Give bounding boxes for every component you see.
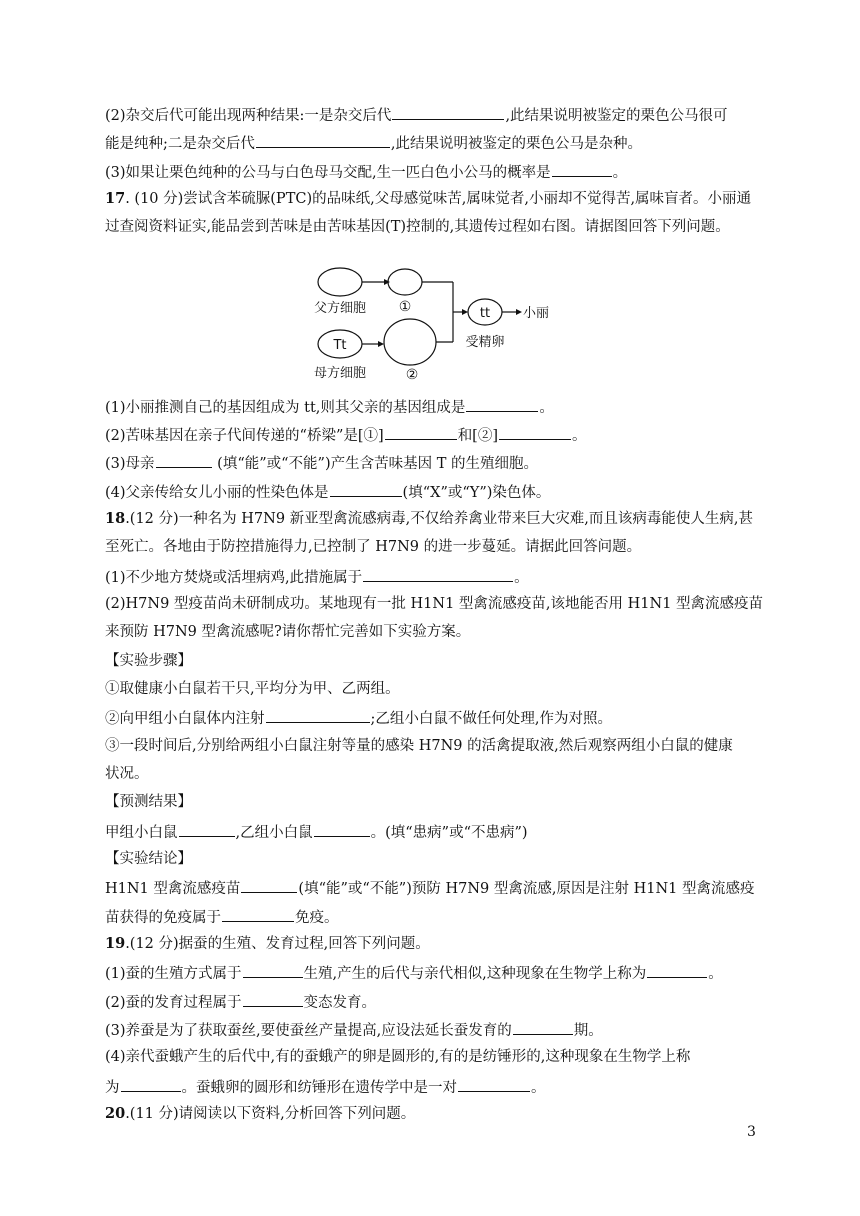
answer-blank[interactable]	[243, 991, 303, 1007]
mother-genotype: Tt	[333, 338, 347, 353]
q17-sub3: (3)母亲 (填“能”或“不能”)产生含苦味基因 T 的生殖细胞。	[105, 452, 765, 472]
answer-blank[interactable]	[222, 906, 294, 922]
answer-blank[interactable]	[363, 566, 513, 582]
arrowhead	[378, 341, 384, 347]
question-number: 20	[105, 1105, 126, 1122]
q18-step1: ①取健康小白鼠若干只,平均分为甲、乙两组。	[105, 681, 400, 697]
q18-step3-line1: ③一段时间后,分别给两组小白鼠注射等量的感染 H7N9 的活禽提取液,然后观察两组小白鼠的健康	[105, 738, 733, 754]
inheritance-diagram	[310, 262, 560, 386]
q18-step2: ②向甲组小白鼠体内注射 ;乙组小白鼠不做任何处理,作为对照。	[105, 707, 765, 727]
q17-sub4: (4)父亲传给女儿小丽的性染色体是 (填“X”或“Y”)染色体。	[105, 481, 765, 501]
section-heading-conclusion: 【实验结论】	[105, 851, 192, 867]
q16-part2-line2: 能是纯种;二是杂交后代 ,此结果说明被鉴定的栗色公马是杂种。	[105, 132, 765, 152]
q19-sub1: (1)蚕的生殖方式属于 生殖,产生的后代与亲代相似,这种现象在生物学上称为 。	[105, 962, 765, 982]
answer-blank[interactable]	[499, 424, 571, 440]
marker-2: ②	[405, 367, 419, 383]
q18-conclusion-line1: H1N1 型禽流感疫苗 (填“能”或“不能”)预防 H7N9 型禽流感,原因是注射 H1N1 型禽流感疫	[105, 877, 765, 897]
father-cell-label: 父方细胞	[313, 301, 367, 316]
answer-blank[interactable]	[458, 1076, 530, 1092]
q18-predict: 甲组小白鼠 ,乙组小白鼠 。(填“患病”或“不患病”)	[105, 821, 765, 841]
q19-sub4-line1: (4)亲代蚕蛾产生的后代中,有的蚕蛾产的卵是圆形的,有的是纺锤形的,这种现象在生物学上称	[105, 1049, 691, 1065]
q18-sub2-line2: 来预防 H7N9 型禽流感呢?请你帮忙完善如下实验方案。	[105, 624, 471, 640]
answer-blank[interactable]	[330, 481, 402, 497]
arrowhead	[516, 309, 522, 315]
page-number: 3	[747, 1124, 756, 1140]
q17-sub1: (1)小丽推测自己的基因组成为 tt,则其父亲的基因组成是 。	[105, 396, 765, 416]
q17-intro-line2: 过查阅资料证实,能品尝到苦味是由苦味基因(T)控制的,其遗传过程如右图。请据图回答下列问题。	[105, 219, 730, 235]
answer-blank[interactable]	[256, 132, 390, 148]
marker-1: ①	[398, 299, 412, 315]
answer-blank[interactable]	[385, 424, 457, 440]
answer-blank[interactable]	[647, 962, 707, 978]
q19-sub2: (2)蚕的发育过程属于 变态发育。	[105, 991, 765, 1011]
answer-blank[interactable]	[266, 707, 370, 723]
answer-blank[interactable]	[243, 962, 303, 978]
zygote-genotype: tt	[479, 306, 491, 321]
zygote-label: 受精卵	[465, 335, 505, 350]
q19-intro: 19.(12 分)据蚕的生殖、发育过程,回答下列问题。	[105, 935, 430, 952]
father-gamete-1	[388, 269, 422, 295]
q19-sub4-line2: 为 。蚕蛾卵的圆形和纺锤形在遗传学中是一对 。	[105, 1076, 765, 1096]
q18-step3-line2: 状况。	[105, 766, 149, 782]
q17-intro-line1: 17. (10 分)尝试含苯硫脲(PTC)的品味纸,父母感觉味苦,属味觉者,小丽却不觉得苦,属味盲者。小丽通	[105, 190, 752, 207]
section-heading-predict: 【预测结果】	[105, 794, 192, 810]
question-number: 17	[105, 190, 126, 207]
answer-blank[interactable]	[241, 877, 297, 893]
answer-blank[interactable]	[552, 161, 612, 177]
section-heading-steps: 【实验步骤】	[105, 653, 192, 669]
q18-intro-line2: 至死亡。各地由于防控措施得力,已控制了 H7N9 的进一步蔓延。请据此回答问题。	[105, 539, 642, 555]
answer-blank[interactable]	[179, 821, 235, 837]
q16-part2-line1: (2)杂交后代可能出现两种结果:一是杂交后代 ,此结果说明被鉴定的栗色公马很可	[105, 104, 765, 124]
q18-sub2-line1: (2)H7N9 型疫苗尚未研制成功。某地现有一批 H1N1 型禽流感疫苗,该地能否用 H1N1 型禽流感疫苗	[105, 596, 764, 612]
arrowhead	[384, 279, 390, 285]
father-cell	[318, 268, 362, 296]
q18-conclusion-line2: 苗获得的免疫属于 免疫。	[105, 906, 765, 926]
q20-intro: 20.(11 分)请阅读以下资料,分析回答下列问题。	[105, 1105, 416, 1122]
child-label: 小丽	[523, 306, 550, 321]
answer-blank[interactable]	[314, 821, 370, 837]
answer-blank[interactable]	[392, 104, 504, 120]
q17-sub2: (2)苦味基因在亲子代间传递的“桥梁”是[①] 和[②] 。	[105, 424, 765, 444]
q18-intro-line1: 18.(12 分)一种名为 H7N9 新亚型禽流感病毒,不仅给养禽业带来巨大灾难,而且该病毒能使人生病,甚	[105, 510, 753, 527]
answer-blank[interactable]	[121, 1076, 181, 1092]
q19-sub3: (3)养蚕是为了获取蚕丝,要使蚕丝产量提高,应设法延长蚕发育的 期。	[105, 1019, 765, 1039]
question-number: 18	[105, 510, 126, 527]
question-number: 19	[105, 935, 126, 952]
mother-cell-label: 母方细胞	[313, 366, 367, 381]
q16-part3: (3)如果让栗色纯种的公马与白色母马交配,生一匹白色小公马的概率是 。	[105, 161, 765, 181]
answer-blank[interactable]	[156, 452, 212, 468]
mother-gamete-2	[384, 319, 436, 365]
answer-blank[interactable]	[513, 1019, 573, 1035]
arrowhead	[462, 309, 468, 315]
answer-blank[interactable]	[466, 396, 538, 412]
q18-sub1: (1)不少地方焚烧或活埋病鸡,此措施属于 。	[105, 566, 765, 586]
